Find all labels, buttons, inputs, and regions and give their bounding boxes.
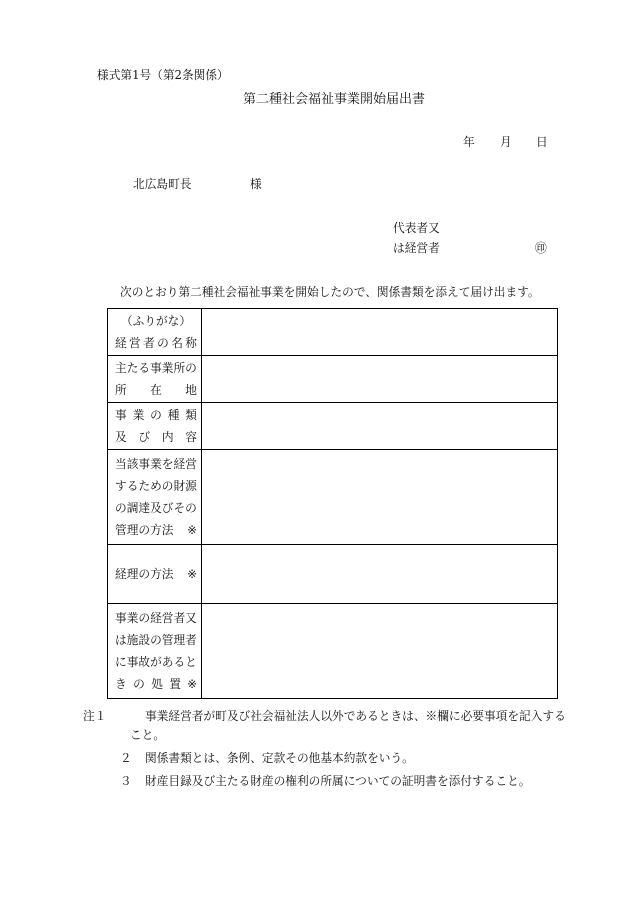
label-char: 称: [185, 336, 197, 350]
label-char: 置: [169, 677, 181, 691]
note-number: ３: [120, 774, 132, 788]
label-char: 処: [151, 677, 163, 691]
note-text: 事業経営者が町及び社会福祉法人以外であるときは、※欄に必要事項を記入する: [145, 709, 566, 723]
label-line: 事業の経営者又: [115, 611, 197, 625]
label-char: 内: [161, 430, 174, 444]
label-line: 主たる事業所の: [115, 361, 197, 375]
label-char: 営: [129, 336, 141, 350]
table-row: [108, 403, 557, 450]
label-line: [115, 332, 197, 354]
label-char: の: [150, 408, 162, 422]
label-line: に事故があると: [115, 655, 197, 669]
label-char: 地: [185, 383, 197, 397]
asterisk-mark: ※: [187, 677, 197, 691]
label-char: き: [115, 677, 127, 691]
label-line: [115, 426, 197, 448]
application-table: [107, 308, 558, 699]
row-label-operator-name: [108, 309, 202, 355]
applicant-label-line2: は経営者: [393, 241, 440, 255]
label-line-with-mark: [115, 673, 197, 695]
asterisk-mark: ※: [187, 567, 197, 581]
label-text: [115, 673, 181, 695]
value-cell-accounting: [202, 545, 557, 603]
label-char: 及: [115, 430, 127, 444]
note-text: 関係書類とは、条例、定款その他基本約款をいう。: [145, 751, 414, 765]
table-row: [108, 356, 557, 403]
label-char: 在: [150, 383, 162, 397]
label-char: 者: [143, 336, 155, 350]
label-line-with-mark: [115, 563, 197, 585]
label-char: 名: [171, 336, 183, 350]
label-char: 種: [167, 408, 180, 422]
label-char: の: [133, 677, 145, 691]
date-month: 月: [500, 135, 512, 149]
applicant-label-line1: 代表者又: [393, 221, 440, 235]
row-label-funding: [108, 450, 202, 544]
label-char: の: [157, 336, 169, 350]
label-char: び: [138, 430, 151, 444]
row-label-office-location: [108, 356, 202, 402]
date-year: 年: [463, 135, 475, 149]
form-number: 様式第1号（第2条関係）: [97, 68, 229, 82]
table-row: [108, 309, 557, 356]
label-line: は施設の管理者: [115, 633, 197, 647]
asterisk-mark: ※: [187, 523, 197, 537]
row-label-accounting: [108, 545, 202, 603]
label-line: [115, 379, 197, 401]
table-row: [108, 604, 557, 698]
table-row: [108, 545, 557, 604]
value-cell-business-type: [202, 403, 557, 449]
label-text: 経理の方法: [115, 567, 174, 581]
label-char: 業: [132, 408, 145, 422]
value-cell-office-location: [202, 356, 557, 402]
value-cell-funding: [202, 450, 557, 544]
addressee-name: 北広島町長: [133, 177, 192, 191]
value-cell-operator-name: [202, 309, 557, 355]
note-text: 財産目録及び主たる財産の権利の所属についての証明書を添付すること。: [145, 774, 531, 788]
addressee-honorific: 様: [250, 177, 262, 191]
label-line: （ふりがな）: [120, 314, 192, 328]
label-line: 当該事業を経営: [115, 457, 197, 471]
statement: 次のとおり第二種社会福祉事業を開始したので、関係書類を添えて届け出ます。: [120, 285, 540, 299]
date-day: 日: [536, 135, 548, 149]
row-label-business-type: [108, 403, 202, 449]
row-label-accident-handling: [108, 604, 202, 698]
label-char: 所: [115, 383, 127, 397]
label-char: 類: [185, 408, 197, 422]
document-title: 第二種社会福祉事業開始届出書: [243, 92, 426, 107]
label-char: 容: [185, 430, 197, 444]
label-text: 管理の方法: [115, 523, 174, 537]
value-cell-accident-handling: [202, 604, 557, 698]
label-char: 経: [115, 336, 127, 350]
seal-mark: ㊞: [535, 241, 547, 255]
label-line: の調達及びその: [115, 501, 197, 515]
label-line: するための財源: [115, 479, 197, 493]
table-row: [108, 450, 557, 545]
label-line: [115, 404, 197, 426]
note-text-continuation: こと。: [130, 728, 166, 742]
label-line-with-mark: [115, 519, 197, 541]
label-char: 事: [115, 408, 127, 422]
note-number: 注１: [83, 709, 107, 723]
note-number: ２: [120, 751, 132, 765]
